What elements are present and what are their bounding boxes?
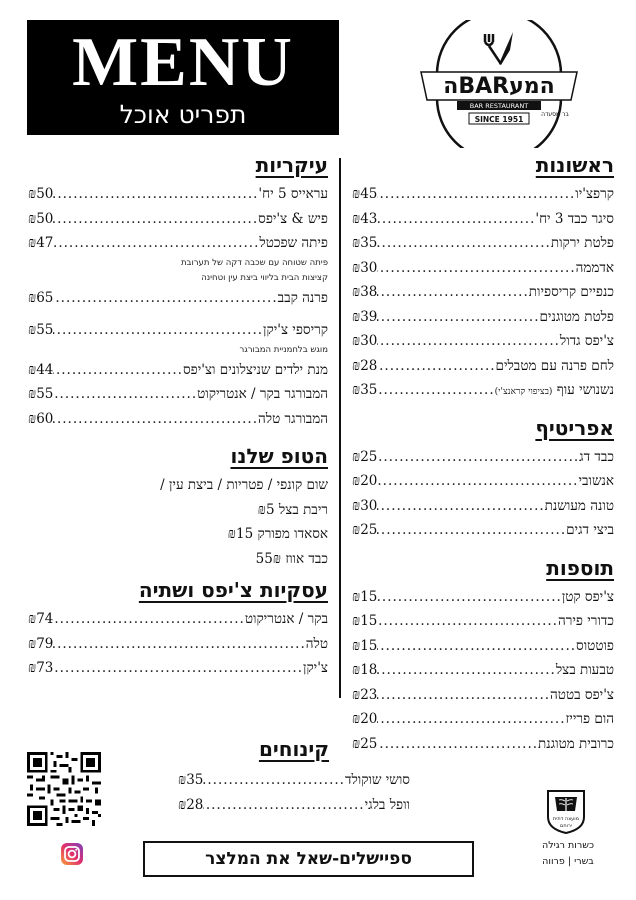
menu-item: אדממה ..... ₪30 [352, 256, 614, 281]
extras-list [352, 585, 614, 757]
menu-item: קרפצ'יו ..... ₪45 [352, 182, 614, 207]
menu-item: צ'יפס בטטה ..... ₪23 [352, 683, 614, 708]
logo-small-text: בר מסעדה [541, 111, 569, 118]
seal-top-text: מועצה דתית [552, 816, 580, 822]
desserts-title: קינוחים [258, 737, 330, 761]
menu-item: בקר / אנטריקוט ..... ₪74 [28, 607, 328, 632]
menu-item: פלטת מטוגנים ..... ₪39 [352, 305, 614, 330]
kosher-line-1: כשרות רגילה [542, 840, 594, 851]
deals-title: עסקיות צ'יפס ושתיה [138, 578, 328, 602]
menu-item: צ'יקן ..... ₪73 [28, 656, 328, 681]
menu-item: פיש & צ'יפס ..... ₪50 [28, 207, 328, 232]
menu-item: נשנושי עוף (בציפוי קראנצ'י) ..... ₪35 [352, 378, 614, 403]
kosher-line-2: בשרי | פרווה [542, 856, 594, 867]
menu-item: צ'יפס גדול ..... ₪30 [352, 329, 614, 354]
topping-title: הטופ שלנו [230, 444, 328, 468]
specials-box: ספיישלים-שאל את המלצר [143, 841, 474, 877]
menu-item: עראייס 5 יח' ..... ₪50 [28, 182, 328, 207]
menu-title: MENU [72, 24, 294, 101]
menu-item: פלטת ירקות ..... ₪35 [352, 231, 614, 256]
item-note: פיתה שטוחה עם שכבה דקה של תערובת [180, 257, 328, 268]
kosher-info [525, 838, 611, 870]
menu-banner [27, 20, 339, 135]
menu-item: כנפיים קריספיות ..... ₪38 [352, 280, 614, 305]
topping-line: שום קונפי / פטריות / ביצת עין / [160, 477, 328, 493]
firsts-list [352, 182, 614, 403]
qr-code-icon[interactable] [27, 752, 101, 826]
menu-item: המבורגר טלה ..... ₪60 [28, 407, 328, 432]
menu-item: צ'יפס קטן ..... ₪15 [352, 585, 614, 610]
menu-subtitle: תפריט אוכל [119, 100, 247, 129]
menu-item: וופל בלגי ..... ₪28 [178, 793, 410, 818]
menu-item: המבורגר בקר / אנטריקוט ..... ₪55 [28, 382, 328, 407]
column-divider [339, 158, 341, 698]
seal-bottom-text: ירוחם [560, 823, 572, 829]
menu-item: סיגר כבד 3 יח' ..... ₪43 [352, 207, 614, 232]
extras-title: תוספות [546, 555, 614, 580]
topping-list [28, 473, 328, 571]
menu-item: קריספי צ'יקן ..... ₪55 [28, 318, 328, 343]
menu-item: פרנה קבב ..... ₪65 [28, 286, 328, 311]
item-note: מוגש בלחמניית המבורגר [239, 344, 328, 355]
item-note: קציצות הבית בליווי ביצת עין וטחינה [201, 272, 328, 283]
firsts-title: ראשונות [535, 153, 614, 177]
aperitif-list [352, 445, 614, 543]
aperitif-title: אפריטיף [535, 415, 614, 440]
instagram-icon[interactable] [61, 843, 83, 865]
menu-item: מנת ילדים שניצלונים וצ'יפס ..... ₪44 [28, 358, 328, 383]
menu-item: הום פרייז ..... ₪20 [352, 707, 614, 732]
desserts-section [178, 736, 410, 817]
menu-item: כבד דג ..... ₪25 [352, 445, 614, 470]
menu-item: סושי שוקולד ..... ₪35 [178, 768, 410, 793]
menu-item: טלה ..... ₪79 [28, 632, 328, 657]
restaurant-logo [415, 20, 583, 148]
menu-item: אנשובי ..... ₪20 [352, 469, 614, 494]
menu-item: ביצי דגים ..... ₪25 [352, 518, 614, 543]
topping-line: כבד אווז 55₪ [255, 550, 328, 567]
topping-line: אסאדו מפורק ₪15 [227, 526, 328, 542]
kosher-seal-icon [545, 787, 587, 835]
mains-title: עיקריות [255, 153, 328, 177]
right-column [352, 152, 614, 756]
logo-since: SINCE 1951 [474, 115, 524, 124]
menu-item: טונה מעושנת ..... ₪30 [352, 494, 614, 519]
menu-item: כדורי פירה ..... ₪15 [352, 609, 614, 634]
menu-item: פוטטוס ..... ₪15 [352, 634, 614, 659]
deals-list [28, 607, 328, 681]
topping-line: ריבת בצל ₪5 [257, 501, 328, 518]
left-column [28, 152, 328, 681]
logo-name: המעBARה [443, 74, 555, 99]
mains-list [28, 182, 328, 431]
menu-item: פיתה שפכטל ..... ₪47 [28, 231, 328, 256]
item-tag: (בציפוי קראנצ'י) [494, 387, 553, 397]
menu-item: כרובית מטוגנת ..... ₪25 [352, 732, 614, 757]
logo-tagline: BAR RESTAURANT [469, 102, 529, 110]
menu-item: לחם פרנה עם מטבלים ..... ₪28 [352, 354, 614, 379]
menu-item: טבעות בצל ..... ₪18 [352, 658, 614, 683]
